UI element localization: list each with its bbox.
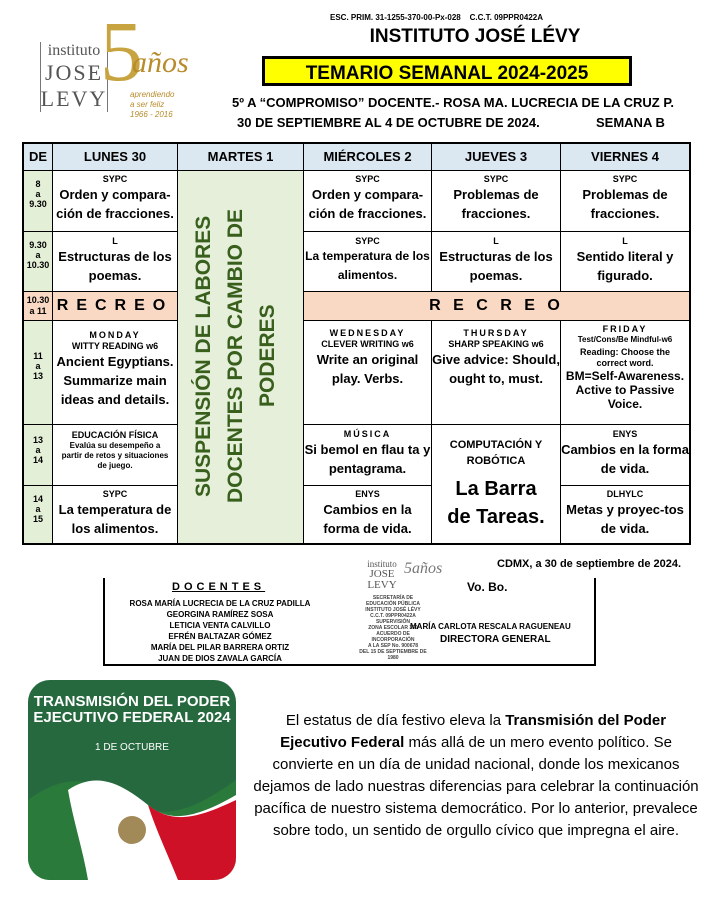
grid-line xyxy=(303,144,304,543)
docente-name: LETICIA VENTA CALVILLO xyxy=(169,621,271,630)
topic: Cambios en la forma de vida. xyxy=(323,502,412,536)
docente-name: GEORGINA RAMÍREZ SOSA xyxy=(166,610,274,619)
school-codes: ESC. PRIM. 31-1255-370-00-Px-028 C.C.T. 09PPR0422A xyxy=(330,13,543,22)
logo-subtitle xyxy=(130,90,174,110)
grid-line xyxy=(560,320,561,543)
subject-code: ENYS xyxy=(612,429,638,439)
header-jueves: JUEVES 3 xyxy=(432,144,560,170)
topic: Problemas de fracciones. xyxy=(582,187,668,221)
grid-line xyxy=(560,144,561,292)
logo-five: 5 xyxy=(100,3,143,99)
stamp-five: 5 xyxy=(404,560,412,577)
header-miercoles: MIÉRCOLES 2 xyxy=(304,144,431,170)
day-english: THURSDAY xyxy=(463,328,529,338)
lunes-r6 xyxy=(53,489,177,538)
topic: La Barra de Tareas. xyxy=(447,478,545,528)
english-class: Test/Cons/Be Mindful-w6 xyxy=(577,335,673,344)
subject-code: SYPC xyxy=(612,174,638,184)
badge-date: 1 DE OCTUBRE xyxy=(95,742,169,753)
time-13-14: 13 a 14 xyxy=(24,425,52,485)
martes-suspension-cell xyxy=(178,171,303,543)
header-martes: MARTES 1 xyxy=(178,144,303,170)
day-english: WEDNESDAY xyxy=(329,328,406,338)
grid-line xyxy=(303,231,689,232)
miercoles-r6 xyxy=(304,489,431,538)
grid-line xyxy=(303,320,689,321)
stamp-logo-word: LEVY xyxy=(367,579,397,591)
topic: Cambios en la forma de vida. xyxy=(561,442,689,476)
topic: Metas y proyec-tos de vida. xyxy=(566,502,684,536)
director-name: MARÍA CARLOTA RESCALA RAGUENEAU xyxy=(410,622,571,631)
header-viernes: VIERNES 4 xyxy=(561,144,689,170)
subject-code: EDUCACIÓN FÍSICA xyxy=(71,430,159,440)
grid-line xyxy=(177,144,178,543)
time-11-13: 11 a 13 xyxy=(24,321,52,424)
stamp-line: DEL 15 DE SEPTIEMBRE DE 1980 xyxy=(359,649,427,661)
topic: Evalúa su desempeño a partir de retos y situaciones de juego. xyxy=(61,441,169,470)
subject-code: SYPC xyxy=(102,489,128,499)
subject-code: SYPC xyxy=(355,174,380,184)
stamp-line: INSTITUTO JOSÉ LÉVY xyxy=(365,607,421,613)
topic: La temperatura de los alimentos. xyxy=(305,249,430,282)
jueves-r5-r6 xyxy=(432,437,560,531)
grid-line xyxy=(24,170,689,171)
grid-line xyxy=(431,320,432,543)
header-de: DE xyxy=(24,144,52,170)
subject-code: L xyxy=(112,236,118,246)
paragraph-post: más allá de un mero evento político. Se convierte en un día de unidad nacional, donde los mexicanos dejamos de lado nuestras diferencias para celebrar la continuación pacífica de nuestro sistema democrático. Por lo anterior, prevalece sobre todo, un sentido de orgullo cívico que impregna el aire. xyxy=(253,734,699,839)
miercoles-r5 xyxy=(304,429,431,478)
grid-line xyxy=(303,424,689,425)
grid-line xyxy=(24,485,177,486)
logo-subtitle-line1: aprendiendo xyxy=(130,90,175,99)
english-class: CLEVER WRITING w6 xyxy=(321,339,414,349)
suspension-text: SUSPENSIÓN DE LABORES DOCENTES POR CAMBIO DE PODERES xyxy=(192,208,279,504)
grid-line xyxy=(24,320,177,321)
grid-line xyxy=(560,485,689,486)
lunes-r1 xyxy=(53,174,177,223)
institute-name: INSTITUTO JOSÉ LÉVY xyxy=(369,26,581,47)
viernes-r5 xyxy=(561,429,689,478)
lunes-r4 xyxy=(53,330,177,409)
english-class: WITTY READING w6 xyxy=(71,341,159,351)
stamp-line: SUPERVISIÓN xyxy=(375,619,411,625)
grid-line xyxy=(303,485,431,486)
topic: Estructuras de los poemas. xyxy=(58,249,172,283)
time-14-15: 14 a 15 xyxy=(24,486,52,543)
grid-line xyxy=(24,231,177,232)
subject-code: ENYS xyxy=(355,489,380,499)
topic: Write an original play. Verbs. xyxy=(316,352,419,386)
grid-line xyxy=(303,291,689,292)
topic: BM=Self-Awareness. Active to Passive Voice. xyxy=(565,369,685,411)
subject-code: COMPUTACIÓN Y ROBÓTICA xyxy=(449,439,543,467)
grid-line xyxy=(24,424,177,425)
logo-frame xyxy=(40,42,108,112)
topic: Sentido literal y figurado. xyxy=(576,249,674,283)
viernes-r1 xyxy=(561,174,689,223)
schedule-table xyxy=(22,142,691,545)
lunes-r5 xyxy=(53,430,177,471)
stamp-anos-word: años xyxy=(412,560,443,577)
jueves-r4 xyxy=(432,328,560,388)
time-1030-11: 10.30 a 11 xyxy=(24,292,52,320)
logo-word-instituto: instituto xyxy=(47,42,101,59)
topic: Problemas de fracciones. xyxy=(453,187,539,221)
place-date: CDMX, a 30 de septiembre de 2024. xyxy=(497,558,682,570)
subject-code: L xyxy=(493,236,499,246)
viernes-r2 xyxy=(561,236,689,285)
paragraph-bold: Transmisión del Poder Ejecutivo Federal xyxy=(280,712,667,751)
temario-title: TEMARIO SEMANAL 2024-2025 xyxy=(262,56,632,86)
english-activity: Reading: Choose the correct word. xyxy=(579,347,670,368)
docente-name: ROSA MARÍA LUCRECIA DE LA CRUZ PADILLA xyxy=(129,599,311,608)
docente-name: JUAN DE DIOS ZAVALA GARCÍA xyxy=(158,654,282,663)
director-title: DIRECTORA GENERAL xyxy=(440,634,551,645)
grid-line xyxy=(24,291,177,292)
badge-title: TRANSMISIÓN DEL PODER EJECUTIVO FEDERAL 2024 xyxy=(33,693,231,726)
paragraph-pre: El estatus de día festivo eleva la xyxy=(285,712,506,729)
miercoles-r2 xyxy=(304,236,431,285)
logo-word-levy: LEVY xyxy=(40,86,108,111)
logo-subtitle-line2: a ser feliz xyxy=(130,100,165,109)
festivo-paragraph xyxy=(252,710,700,842)
miercoles-r4 xyxy=(304,328,431,388)
topic: Give advice: Should, ought to, must. xyxy=(432,352,560,386)
vobo-label: Vo. Bo. xyxy=(467,580,508,594)
stamp-logo-word: JOSE xyxy=(369,568,395,580)
jueves-r1 xyxy=(432,174,560,223)
jueves-r2 xyxy=(432,236,560,285)
day-english: MONDAY xyxy=(89,330,141,340)
grid-line xyxy=(431,144,432,292)
logo-word-jose: JOSE xyxy=(44,60,104,85)
stamp-line: ZONA ESCOLAR 330 xyxy=(368,625,418,631)
subject-code: SYPC xyxy=(355,236,380,246)
semana-label: SEMANA B xyxy=(596,115,665,130)
day-english: FRIDAY xyxy=(602,324,648,334)
recreo-lunes: RECREO xyxy=(53,292,177,320)
stamp-line: ACUERDO DE INCORPORACIÓN xyxy=(371,631,415,643)
docente-name: MARÍA DEL PILAR BARRERA ORTIZ xyxy=(150,643,290,652)
topic: Ancient Egyptians. Summarize main ideas and details. xyxy=(56,354,174,407)
docentes-heading: DOCENTES xyxy=(172,581,266,593)
miercoles-r1 xyxy=(304,174,431,223)
stamp-line: SECRETARÍA DE xyxy=(372,595,414,601)
header-lunes: LUNES 30 xyxy=(53,144,177,170)
stamp-line: EDUCACIÓN PÚBLICA xyxy=(366,601,420,607)
week-dates: 30 DE SEPTIEMBRE AL 4 DE OCTUBRE DE 2024. xyxy=(237,115,540,130)
subject-code: DLHYLC xyxy=(606,489,644,499)
topic: Si bemol en flau ta y pentagrama. xyxy=(304,442,431,476)
stamp-line: C.C.T. 09PPR0422A xyxy=(370,613,416,619)
stamp-line: A LA SEP No. 900678 xyxy=(367,643,419,649)
stamp-anos xyxy=(404,560,442,578)
recreo-rest: R E C R E O xyxy=(304,292,689,320)
docente-name: EFRÉN BALTAZAR GÓMEZ xyxy=(168,632,272,641)
topic: Estructuras de los poemas. xyxy=(439,249,553,283)
english-class: SHARP SPEAKING w6 xyxy=(448,339,544,349)
time-8-930: 8 a 9.30 xyxy=(24,171,52,231)
viernes-r6 xyxy=(561,489,689,538)
time-930-1030: 9.30 a 10.30 xyxy=(24,232,52,291)
viernes-r4 xyxy=(561,324,689,411)
grid-line xyxy=(52,144,53,543)
logo-anos: años xyxy=(132,46,189,79)
stamp-logo-word: instituto xyxy=(367,559,397,569)
school-stamp xyxy=(358,560,450,666)
transmision-badge xyxy=(28,680,236,880)
logo-years: 1966 - 2016 xyxy=(130,110,173,119)
topic: La temperatura de los alimentos. xyxy=(58,502,172,536)
subject-code: SYPC xyxy=(102,174,128,184)
subject-code: MÚSICA xyxy=(343,429,392,439)
group-teacher-line: 5º A “COMPROMISO” DOCENTE.- ROSA MA. LUCRECIA DE LA CRUZ P. xyxy=(232,95,674,110)
lunes-r2 xyxy=(53,236,177,285)
subject-code: SYPC xyxy=(483,174,509,184)
topic: Orden y compara-ción de fracciones. xyxy=(308,187,427,221)
flag-icon xyxy=(28,760,236,880)
docentes-list xyxy=(115,598,325,664)
topic: Orden y compara-ción de fracciones. xyxy=(56,187,174,221)
subject-code: L xyxy=(622,236,628,246)
